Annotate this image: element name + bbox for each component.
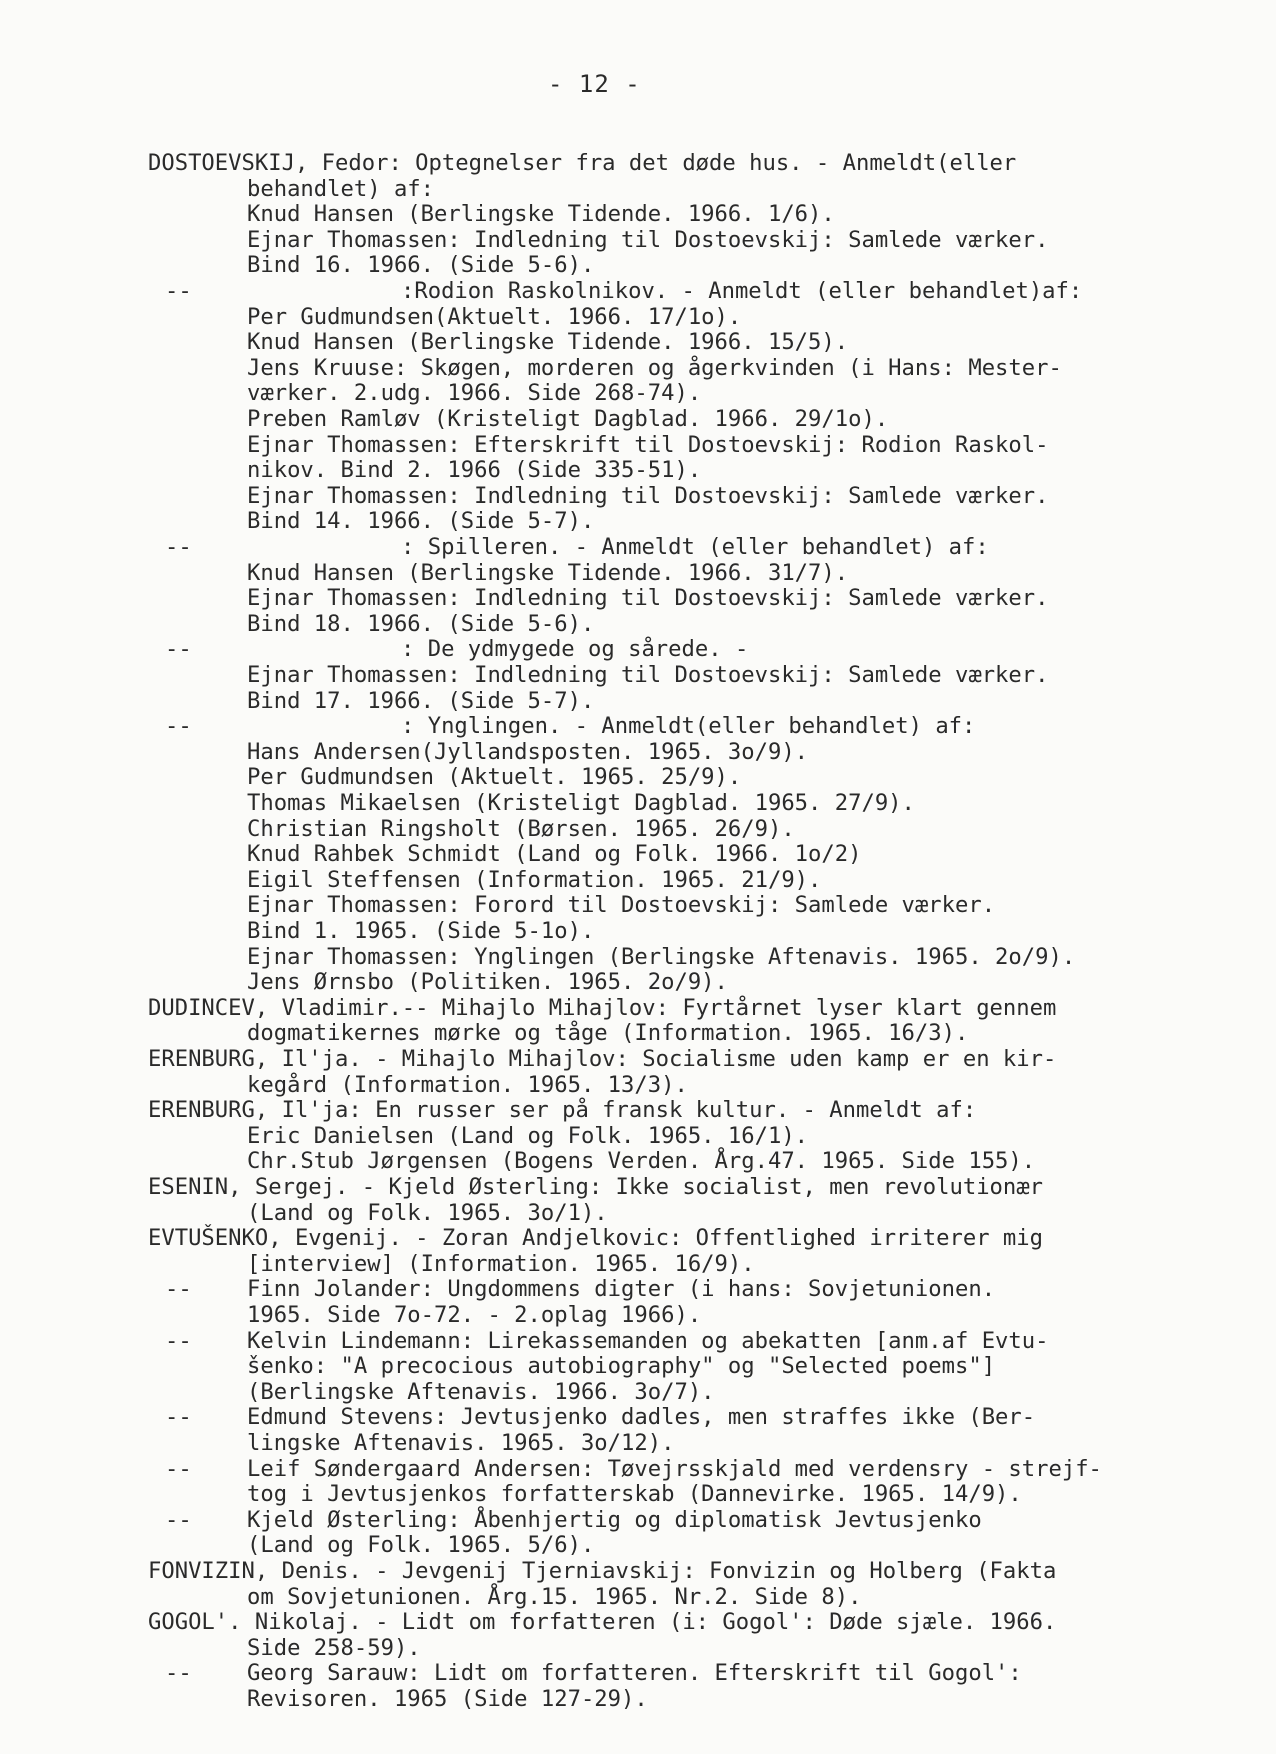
entry-line: Ejnar Thomassen: Efterskrift til Dostoevskij: Rodion Raskol- [247, 432, 1049, 458]
entry-line: Ejnar Thomassen: Indledning til Dostoevskij: Samlede værker. [247, 585, 1049, 611]
entry-heading-line: ERENBURG, Il'ja: En russer ser på fransk kultur. - Anmeldt af: [148, 1097, 977, 1123]
entry-line: Edmund Stevens: Jevtusjenko dadles, men straffes ikke (Ber- [247, 1404, 1036, 1430]
entry-line: værker. 2.udg. 1966. Side 268-74). [247, 380, 702, 406]
entry-heading-line: DUDINCEV, Vladimir.-- Mihajlo Mihajlov: Fyrtårnet lyser klart gennem [148, 995, 1057, 1021]
entry-line: Ejnar Thomassen: Forord til Dostoevskij: Samlede værker. [247, 892, 996, 918]
entry-line: Jens Ørnsbo (Politiken. 1965. 2o/9). [247, 969, 728, 995]
entry-line: tog i Jevtusjenkos forfatterskab (Dannevirke. 1965. 14/9). [247, 1481, 1022, 1507]
entry-line: Revisoren. 1965 (Side 127-29). [247, 1686, 648, 1712]
entry-line: : Ynglingen. - Anmeldt(eller behandlet) af: [401, 713, 976, 739]
entry-line: :Rodion Raskolnikov. - Anmeldt (eller behandlet)af: [401, 278, 1083, 304]
entry-heading-line: EVTUŠENKO, Evgenij. - Zoran Andjelkovic: Offentlighed irriterer mig [148, 1225, 1043, 1251]
entry-dash: -- [165, 1404, 192, 1430]
entry-line: Bind 1. 1965. (Side 5-1o). [247, 918, 595, 944]
entry-line: Ejnar Thomassen: Indledning til Dostoevskij: Samlede værker. [247, 483, 1049, 509]
entry-line: nikov. Bind 2. 1966 (Side 335-51). [247, 457, 702, 483]
entry-line: šenko: "A precocious autobiography" og "Selected poems"] [247, 1353, 996, 1379]
entry-dash: -- [165, 534, 192, 560]
entry-line: Bind 18. 1966. (Side 5-6). [247, 611, 595, 637]
entry-line: Preben Ramløv (Kristeligt Dagblad. 1966. 29/1o). [247, 406, 889, 432]
entry-line: kegård (Information. 1965. 13/3). [247, 1072, 688, 1098]
entry-line: dogmatikernes mørke og tåge (Information. 1965. 16/3). [247, 1020, 969, 1046]
entry-dash: -- [165, 1660, 192, 1686]
entry-line: Bind 14. 1966. (Side 5-7). [247, 508, 595, 534]
entry-heading-line: ERENBURG, Il'ja. - Mihajlo Mihajlov: Socialisme uden kamp er en kir- [148, 1046, 1057, 1072]
entry-line: Knud Hansen (Berlingske Tidende. 1966. 1/6). [247, 201, 835, 227]
entry-dash: -- [165, 278, 192, 304]
entry-line: Eigil Steffensen (Information. 1965. 21/9). [247, 867, 822, 893]
entry-dash: -- [165, 1456, 192, 1482]
entry-line: Ejnar Thomassen: Ynglingen (Berlingske Aftenavis. 1965. 2o/9). [247, 944, 1076, 970]
entry-line: Knud Hansen (Berlingske Tidende. 1966. 31/7). [247, 560, 849, 586]
entry-line: Kelvin Lindemann: Lirekassemanden og abekatten [anm.af Evtu- [247, 1328, 1049, 1354]
entry-dash: -- [165, 1328, 192, 1354]
entry-line: Christian Ringsholt (Børsen. 1965. 26/9). [247, 816, 795, 842]
entry-line: (Berlingske Aftenavis. 1966. 3o/7). [247, 1379, 715, 1405]
entry-line: Per Gudmundsen (Aktuelt. 1965. 25/9). [247, 764, 742, 790]
entry-dash: -- [165, 1276, 192, 1302]
entry-line: Bind 16. 1966. (Side 5-6). [247, 252, 595, 278]
entry-line: : Spilleren. - Anmeldt (eller behandlet) af: [401, 534, 989, 560]
entry-line: Finn Jolander: Ungdommens digter (i hans: Sovjetunionen. [247, 1276, 996, 1302]
page-number: - 12 - [548, 70, 641, 98]
entry-line: [interview] (Information. 1965. 16/9). [247, 1251, 755, 1277]
entry-line: 1965. Side 7o-72. - 2.oplag 1966). [247, 1302, 702, 1328]
entry-line: : De ydmygede og sårede. - [401, 636, 749, 662]
entry-line: lingske Aftenavis. 1965. 3o/12). [247, 1430, 675, 1456]
entry-line: Hans Andersen(Jyllandsposten. 1965. 3o/9). [247, 739, 809, 765]
entry-line: (Land og Folk. 1965. 5/6). [247, 1532, 595, 1558]
entry-line: Georg Sarauw: Lidt om forfatteren. Efterskrift til Gogol': [247, 1660, 1022, 1686]
entry-line: Per Gudmundsen(Aktuelt. 1966. 17/1o). [247, 304, 742, 330]
entry-line: (Land og Folk. 1965. 3o/1). [247, 1200, 608, 1226]
entry-line: Knud Hansen (Berlingske Tidende. 1966. 15/5). [247, 329, 849, 355]
entry-line: Thomas Mikaelsen (Kristeligt Dagblad. 1965. 27/9). [247, 790, 915, 816]
entry-line: om Sovjetunionen. Årg.15. 1965. Nr.2. Side 8). [247, 1584, 862, 1610]
entry-heading-line: ESENIN, Sergej. - Kjeld Østerling: Ikke socialist, men revolutionær [148, 1174, 1043, 1200]
entry-line: Side 258-59). [247, 1635, 421, 1661]
entry-dash: -- [165, 1507, 192, 1533]
entry-heading-line: DOSTOEVSKIJ, Fedor: Optegnelser fra det døde hus. - Anmeldt(eller [148, 150, 1017, 176]
entry-line: Knud Rahbek Schmidt (Land og Folk. 1966. 1o/2) [247, 841, 862, 867]
entry-line: Eric Danielsen (Land og Folk. 1965. 16/1). [247, 1123, 809, 1149]
entry-line: Ejnar Thomassen: Indledning til Dostoevskij: Samlede værker. [247, 227, 1049, 253]
entry-line: Leif Søndergaard Andersen: Tøvejrsskjald med verdensry - strejf- [247, 1456, 1102, 1482]
entry-line: Jens Kruuse: Skøgen, morderen og ågerkvinden (i Hans: Mester- [247, 355, 1062, 381]
entry-dash: -- [165, 636, 192, 662]
entry-heading-line: FONVIZIN, Denis. - Jevgenij Tjerniavskij: Fonvizin og Holberg (Fakta [148, 1558, 1057, 1584]
entry-line: Bind 17. 1966. (Side 5-7). [247, 688, 595, 714]
entry-heading-line: GOGOL'. Nikolaj. - Lidt om forfatteren (i: Gogol': Døde sjæle. 1966. [148, 1609, 1057, 1635]
entry-line: Kjeld Østerling: Åbenhjertig og diplomatisk Jevtusjenko [247, 1507, 982, 1533]
entry-line: Chr.Stub Jørgensen (Bogens Verden. Årg.47. 1965. Side 155). [247, 1148, 1036, 1174]
entry-line: behandlet) af: [247, 176, 435, 202]
entry-line: Ejnar Thomassen: Indledning til Dostoevskij: Samlede værker. [247, 662, 1049, 688]
entry-dash: -- [165, 713, 192, 739]
